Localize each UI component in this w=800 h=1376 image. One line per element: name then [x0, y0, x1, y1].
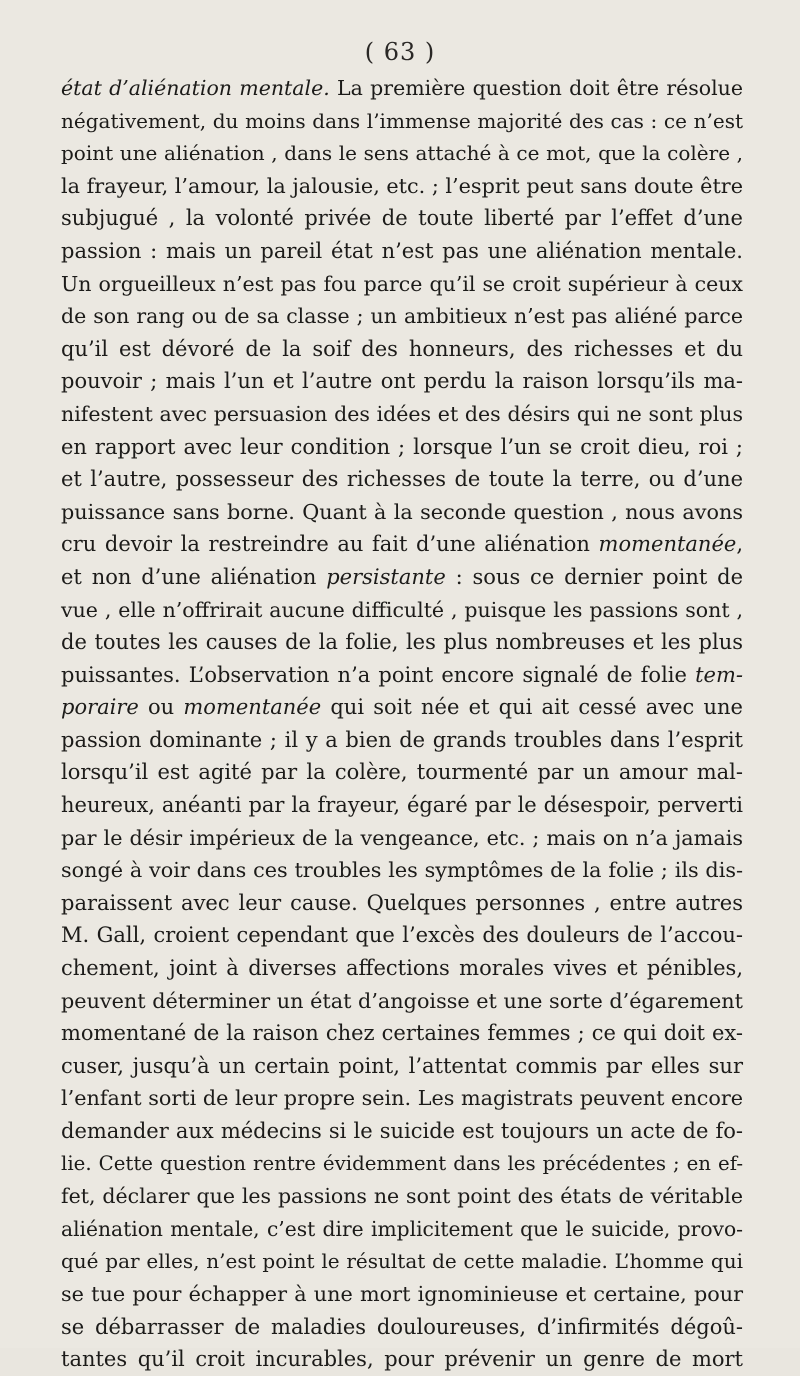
text-segment: et l’autre, possesseur des richesses de toute la terre, ou d’une [61, 467, 743, 492]
text-line [61, 1148, 743, 1181]
text-line [61, 333, 743, 366]
text-line [61, 105, 743, 138]
text-line [61, 822, 743, 855]
text-line [61, 1050, 743, 1083]
text-segment: l’enfant sorti de leur propre sein. Les magistrats peuvent encore [61, 1086, 744, 1111]
text-line [61, 789, 743, 822]
text-segment: Un orgueilleux n’est pas fou parce qu’il se croit supérieur à ceux [61, 271, 743, 296]
text-segment: qu’il est dévoré de la soif des honneurs, des richesses et du [61, 336, 743, 361]
text-segment: heureux, anéanti par la frayeur, égaré par le désespoir, perverti [61, 793, 743, 818]
italic-text-segment: poraire [61, 695, 139, 720]
text-segment: qué par elles, n’est point le résultat de cette maladie. L’homme qui [61, 1249, 743, 1274]
text-segment: en rapport avec leur condition ; lorsque l’un se croit dieu, roi ; [61, 434, 743, 459]
page-number: ( 63 ) [364, 38, 436, 66]
text-segment: de son rang ou de sa classe ; un ambitieux n’est pas aliéné parce [61, 304, 743, 329]
text-segment: aliénation mentale, c’est dire implicitement que le suicide, provo- [61, 1216, 743, 1241]
text-line [61, 1343, 743, 1376]
text-line [61, 1311, 743, 1344]
text-segment: pouvoir ; mais l’un et l’autre ont perdu la raison lorsqu’ils ma- [61, 369, 743, 394]
text-segment: songé à voir dans ces troubles les symptômes de la folie ; ils dis- [61, 858, 743, 883]
text-line [61, 170, 743, 203]
text-segment: fet, déclarer que les passions ne sont point des états de véritable [61, 1184, 743, 1209]
text-segment: point une aliénation , dans le sens attaché à ce mot, que la colère , [61, 141, 743, 166]
text-segment: tantes qu’il croit incurables, pour prévenir un genre de mort [61, 1347, 743, 1372]
text-line [61, 594, 743, 627]
text-line [61, 626, 743, 659]
text-segment: lie. Cette question rentre évidemment dans les précédentes ; en ef- [61, 1151, 743, 1175]
text-line [61, 300, 743, 333]
body-text [61, 72, 743, 1376]
text-line [61, 528, 743, 561]
text-line [61, 235, 743, 268]
text-line [61, 72, 743, 105]
text-line [61, 1213, 743, 1246]
text-line [61, 854, 743, 887]
text-segment: qui soit née et qui ait cessé avec une [321, 695, 743, 720]
text-segment: et non d’une aliénation [61, 564, 327, 589]
text-segment: passion : mais un pareil état n’est pas une aliénation mentale. [61, 238, 743, 263]
text-line [61, 691, 743, 724]
italic-text-segment: état d’aliénation mentale. [61, 76, 330, 100]
text-line [61, 887, 743, 920]
text-segment: de toutes les causes de la folie, les plus nombreuses et les plus [61, 630, 743, 655]
text-segment: négativement, du moins dans l’immense majorité des cas : ce n’est [61, 108, 743, 133]
italic-text-segment: persistante [326, 564, 446, 589]
text-line [61, 1115, 743, 1148]
text-line [61, 398, 743, 431]
text-segment: se tue pour échapper à une mort ignominieuse et certaine, pour [61, 1281, 743, 1306]
text-segment: momentané de la raison chez certaines femmes ; ce qui doit ex- [61, 1021, 743, 1046]
text-segment: la frayeur, l’amour, la jalousie, etc. ; l’esprit peut sans doute être [61, 173, 744, 198]
text-segment: chement, joint à diverses affections morales vives et pénibles, [61, 956, 743, 981]
text-line [61, 561, 743, 594]
text-segment: peuvent déterminer un état d’angoisse et une sorte d’égarement [61, 988, 744, 1013]
text-line [61, 985, 743, 1018]
text-segment: puissance sans borne. Quant à la seconde question , nous avons [61, 499, 743, 524]
text-segment: paraissent avec leur cause. Quelques personnes , entre autres [61, 890, 743, 915]
text-segment: lorsqu’il est agité par la colère, tourmenté par un amour mal- [61, 760, 743, 785]
text-line [61, 137, 743, 170]
text-segment: puissantes. L’observation n’a point encore signalé de folie [61, 662, 696, 687]
text-segment: passion dominante ; il y a bien de grands troubles dans l’esprit [61, 727, 743, 752]
text-segment: M. Gall, croient cependant que l’excès des douleurs de l’accou- [61, 923, 743, 948]
text-line [61, 1278, 743, 1311]
text-line [61, 919, 743, 952]
text-line [61, 463, 743, 496]
text-segment: se débarrasser de maladies douloureuses, d’infirmités dégoû- [61, 1314, 743, 1339]
text-line [61, 431, 743, 464]
text-line [61, 756, 743, 789]
text-segment: La première question doit être résolue [329, 76, 744, 100]
text-segment: cuser, jusqu’à un certain point, l’attentat commis par elles sur [61, 1053, 743, 1078]
text-line [61, 952, 743, 985]
text-line [61, 496, 743, 529]
text-segment: cru devoir la restreindre au fait d’une aliénation [61, 532, 599, 557]
text-segment: demander aux médecins si le suicide est toujours un acte de fo- [61, 1119, 743, 1143]
text-line [61, 1082, 743, 1115]
text-line [61, 365, 743, 398]
text-line [61, 202, 743, 235]
text-line [61, 1245, 743, 1278]
text-segment: par le désir impérieux de la vengeance, etc. ; mais on n’a jamais [61, 825, 743, 850]
italic-text-segment: momentanée [598, 532, 737, 557]
text-line [61, 659, 743, 692]
text-segment: subjugué , la volonté privée de toute liberté par l’effet d’une [61, 206, 743, 231]
text-line [61, 1180, 743, 1213]
text-segment: vue , elle n’offrirait aucune difficulté , puisque les passions sont , [61, 597, 743, 622]
text-segment: nifestent avec persuasion des idées et des désirs qui ne sont plus [61, 401, 743, 426]
text-segment: : sous ce dernier point de [445, 564, 743, 589]
text-segment: , [736, 532, 743, 557]
text-line [61, 268, 743, 301]
text-line [61, 1017, 743, 1050]
italic-text-segment: tem- [695, 662, 743, 687]
text-line [61, 724, 743, 757]
italic-text-segment: momentanée [183, 695, 322, 720]
text-segment: ou [138, 695, 184, 720]
